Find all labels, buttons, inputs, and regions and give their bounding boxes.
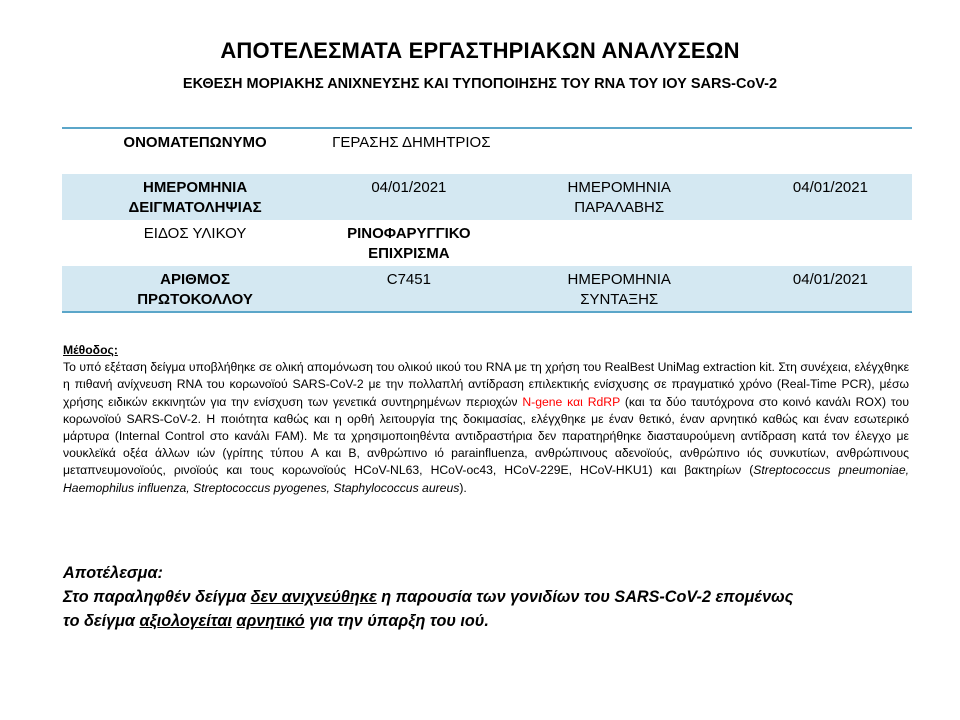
result-line1-a: Στο παραληφθέν δείγμα [63, 588, 251, 606]
material-value-line1: ΡΙΝΟΦΑΡΥΓΓΙΚΟ [347, 225, 471, 242]
sampling-date-value: 04/01/2021 [371, 179, 447, 196]
compilation-date-label [490, 266, 749, 312]
method-genes-highlight: N-gene και RdRP [522, 394, 621, 409]
result-title: Αποτέλεσμα: [63, 564, 163, 582]
name-row [62, 128, 912, 174]
result-line2-b: για την ύπαρξη του ιού. [304, 612, 489, 630]
material-empty-cell-2 [749, 220, 912, 266]
result-negative: αρνητικό [236, 612, 305, 630]
result-not-detected: δεν ανιχνεύθηκε [250, 588, 377, 606]
method-section [63, 342, 909, 497]
material-empty-cell [490, 220, 749, 266]
sampling-date-label-line2: ΔΕΙΓΜΑΤΟΛΗΨΙΑΣ [128, 199, 262, 216]
material-row [62, 220, 912, 266]
compilation-date-label-line2: ΣΥΝΤΑΞΗΣ [580, 291, 659, 308]
result-evaluated: αξιολογείται [139, 612, 232, 630]
method-text-part2: (και τα δύο ταυτόχρονα στο κοινό κανάλι ROX) του κορωνοϊού SARS-CoV-2. Η ποιότητα καθώς και η ορθή λειτουργία της δοκιμασίας, ελέγχθηκε με έναν θετικό, έναν αρνητικό καθώς και έναν εσωτερικό μάρτυρα (Internal Control στο κανάλι FAM). Με τα χρησιμοποιηθέντα αντιδραστήρια δεν παρατηρήθηκε διασταυρούμενη αντίδραση κατά τον έλεγχο με νουκλεϊκά οξέα άλλων ιών (γρίπης τύπου A και B, ανθρώπινο ιό parainfluenza, ανθρώπινους αδενοϊούς, ανθρώπινο ιός συνκυτίων, ανθρώπινους μεταπνευμονοϊούς, ρινοϊούς και τους κορωνοϊούς HCoV-NL63, HCoV-oc43, HCoV-229E, HCoV-HKU1) και βακτηρίων ( [63, 394, 910, 478]
method-text-part1: Το υπό εξέταση δείγμα υποβλήθηκε σε ολική απομόνωση του ολικού ιικού του RNA με τη χρήση του RealBest UniMag extraction kit. Στη συνέχεια, ελέγχθηκε η πιθανή ανίχνευση RNA του κορωνοϊού SARS-CoV-2 με την πολλαπλή αντίδραση επιλεκτικής ενίσχυσης σε πραγματικό χρόνο (Real-Time PCR), μέσω χρήσης ειδικών εκκινητών για την ενίσχυση των γενετικά συντηρημένων περιοχών [63, 360, 909, 409]
name-label: ΟΝΟΜΑΤΕΠΩΝΥΜΟ [123, 134, 267, 151]
report-title: ΑΠΟΤΕΛΕΣΜΑΤΑ ΕΡΓΑΣΤΗΡΙΑΚΩΝ ΑΝΑΛΥΣΕΩΝ [220, 38, 740, 63]
result-line2-a: το δείγμα [63, 612, 140, 630]
result-line-1 [63, 585, 923, 609]
compilation-date-value: 04/01/2021 [792, 271, 868, 288]
material-value [328, 220, 489, 266]
compilation-date-label-line1: ΗΜΕΡΟΜΗΝΙΑ [567, 271, 671, 288]
material-value-line2: ΕΠΙΧΡΙΣΜΑ [368, 245, 450, 262]
result-line1-b: η παρουσία των γονιδίων του SARS-CoV-2 επομένως [376, 588, 794, 606]
method-title: Μέθοδος: [63, 343, 118, 357]
protocol-row [62, 266, 912, 312]
result-section [63, 561, 923, 633]
method-text-part3: ). [459, 480, 467, 495]
protocol-value: C7451 [386, 271, 431, 288]
protocol-label [62, 266, 328, 312]
material-label: ΕΙΔΟΣ ΥΛΙΚΟΥ [143, 225, 247, 242]
protocol-label-line2: ΠΡΩΤΟΚΟΛΛΟΥ [137, 291, 253, 308]
sampling-date-label-line1: ΗΜΕΡΟΜΗΝΙΑ [142, 179, 248, 196]
receipt-date-label [490, 174, 749, 220]
sampling-date-label [62, 174, 328, 220]
method-bacteria-species: Streptococcus pneumoniae, Haemophilus influenza, Streptococcus pyogenes, Staphylococcus aureus [63, 463, 909, 495]
result-line-2 [63, 609, 923, 633]
receipt-date-label-line2: ΠΑΡΑΛΑΒΗΣ [574, 199, 665, 216]
method-text [63, 359, 909, 497]
dates-row [62, 174, 912, 220]
report-subtitle: ΕΚΘΕΣΗ ΜΟΡΙΑΚΗΣ ΑΝΙΧΝΕΥΣΗΣ ΚΑΙ ΤΥΠΟΠΟΙΗΣΗΣ ΤΟΥ RNA ΤΟΥ ΙΟΥ SARS-CoV-2 [182, 76, 778, 92]
receipt-date-value: 04/01/2021 [792, 179, 868, 196]
name-value: ΓΕΡΑΣΗΣ ΔΗΜΗΤΡΙΟΣ [332, 134, 491, 151]
receipt-date-label-line1: ΗΜΕΡΟΜΗΝΙΑ [567, 179, 671, 196]
patient-info-table [62, 127, 912, 313]
protocol-label-line1: ΑΡΙΘΜΟΣ [160, 271, 230, 288]
